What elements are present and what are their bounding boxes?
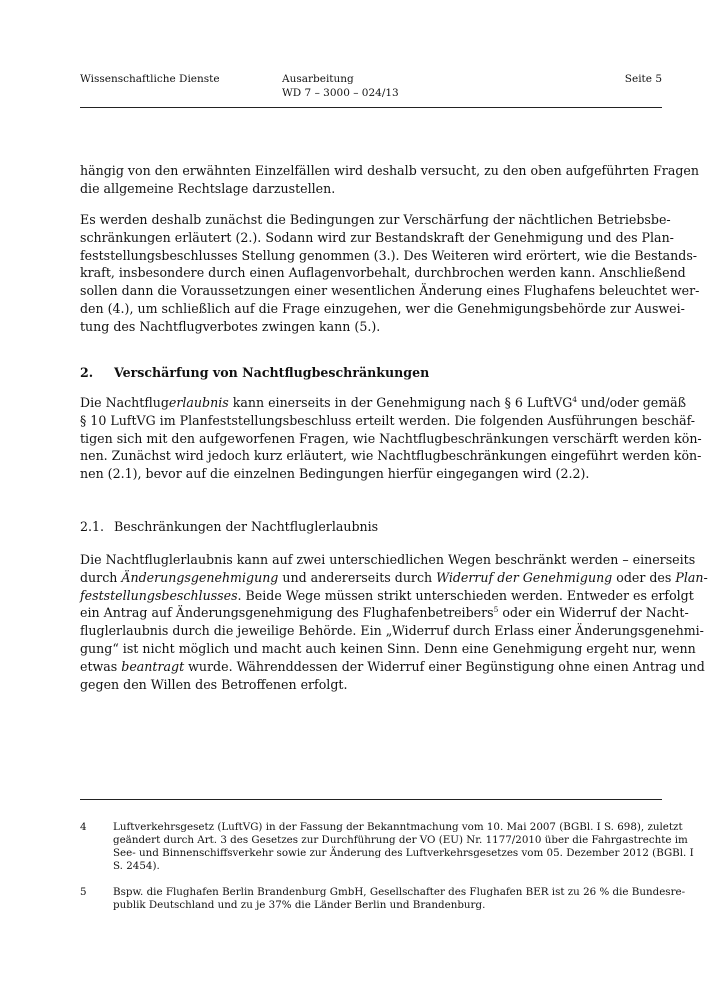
footnote-ref-4[interactable]: 4 (572, 395, 578, 404)
text-line (80, 658, 705, 676)
text-line (80, 604, 689, 622)
text-line: nen (2.1), bevor auf die einzelnen Bedingungen hierfür eingegangen wird (2.2). (80, 466, 590, 482)
text-line: den (4.), um schließlich auf die Frage einzugehen, wer die Genehmigungsbehörde zur Auswei- (80, 300, 685, 316)
header-doc-type: Ausarbeitung (282, 73, 354, 85)
section-title: Verschärfung von Nachtflugbeschränkungen (114, 365, 430, 380)
text-run: . Beide Wege müssen strikt unterschieden werden. Entweder es erfolgt (237, 587, 694, 603)
text-run: durch (80, 569, 122, 585)
text-line: S. 2454). (113, 860, 160, 872)
footnote-divider (80, 799, 662, 800)
text-line: feststellungsbeschlusses Stellung genommen (3.). Des Weiteren wird erörtert, wie die Bestands- (80, 247, 698, 263)
text-run: kann einerseits in der Genehmigung nach § 6 LuftVG (228, 395, 573, 410)
header-divider (80, 107, 662, 108)
text-run: und andererseits durch (278, 569, 437, 585)
text-line: Bspw. die Flughafen Berlin Brandenburg GmbH, Gesellschafter des Flughafen BER ist zu 26 % die Bundesre- (113, 886, 686, 898)
emphasis-text: Änderungsgenehmigung (121, 569, 279, 585)
text-line: publik Deutschland und zu je 37% die Länder Berlin und Brandenburg. (113, 899, 486, 911)
text-line: See- und Binnenschiffsverkehr sowie zur Änderung des Luftverkehrsgesetzes vom 05. Dezember 2012 (BGBl. I (113, 847, 694, 859)
footnote-number: 5 (80, 886, 87, 898)
section-title: Beschränkungen der Nachtfluglerlaubnis (114, 519, 379, 534)
text-line: schränkungen erläutert (2.). Sodann wird zur Bestandskraft der Genehmigung und des Plan- (80, 229, 674, 245)
text-run: und/oder gemäß (577, 395, 687, 410)
paragraph-outline (80, 211, 700, 336)
section-number: 2.1. (80, 519, 105, 534)
header-page-number: Seite 5 (624, 73, 662, 85)
text-line: kraft, insbesondere durch einen Auflagenvorbehalt, durchbrochen werden kann. Anschließend (80, 265, 686, 281)
text-line: Es werden deshalb zunächst die Bedingungen zur Verschärfung der nächtlichen Betriebsbe- (80, 212, 671, 227)
text-line (80, 587, 694, 605)
emphasis-text: beantragt (121, 658, 185, 674)
text-run: oder ein Widerruf der Nacht- (498, 605, 689, 621)
text-line: gegen den Willen des Betroffenen erfolgt. (80, 676, 348, 692)
text-run: ein Antrag auf Änderungsgenehmigung des Flughafenbetreibers (80, 605, 494, 621)
text-line: nen. Zunächst wird jedoch kurz erläutert, wie Nachtflugbeschränkungen eingeführt werden kön- (80, 448, 702, 464)
paragraph-intro-continued (80, 162, 699, 198)
header-institution: Wissenschaftliche Dienste (80, 73, 220, 85)
text-line: tigen sich mit den aufgeworfenen Fragen, wie Nachtflugbeschränkungen verschärft werden kön- (80, 430, 702, 446)
paragraph-section-2-1 (80, 551, 708, 693)
text-run: wurde. Währenddessen der Widerruf einer Begünstigung ohne einen Antrag und (184, 658, 705, 674)
text-line: § 10 LuftVG im Planfeststellungsbeschluss erteilt werden. Die folgenden Ausführungen beschäf- (80, 412, 696, 428)
emphasis-text: Widerruf der Genehmigung (436, 569, 613, 585)
text-run: etwas (80, 658, 122, 674)
text-line: hängig von den erwähnten Einzelfällen wird deshalb versucht, zu den oben aufgeführten Fragen (80, 163, 699, 178)
paragraph-section-2 (80, 394, 702, 483)
footnote-number: 4 (80, 821, 87, 833)
footnote-ref-5[interactable]: 5 (493, 605, 499, 615)
footnote-text (113, 886, 686, 912)
text-line: Luftverkehrsgesetz (LuftVG) in der Fassung der Bekanntmachung vom 10. Mai 2007 (BGBl. I S. 698), zuletzt (113, 821, 683, 833)
section-number: 2. (80, 365, 94, 380)
section-heading-2 (80, 364, 662, 382)
text-line: gung“ ist nicht möglich und macht auch keinen Sinn. Denn eine Genehmigung ergeht nur, wenn (80, 640, 696, 656)
text-run: oder des (612, 569, 676, 585)
text-line: sollen dann die Voraussetzungen einer wesentlichen Änderung eines Flughafens beleuchtet wer- (80, 283, 700, 299)
emphasis-text: feststellungsbeschlusses (80, 587, 238, 603)
text-line (80, 569, 708, 587)
page-header (80, 72, 662, 104)
text-line: die allgemeine Rechtslage darzustellen. (80, 180, 336, 196)
text-line: geändert durch Art. 3 des Gesetzes zur Durchführung der VO (EU) Nr. 1177/2010 über die Fahrgastrechte im (113, 834, 688, 846)
text-line: Die Nachtfluglerlaubnis kann auf zwei unterschiedlichen Wegen beschränkt werden – einerseits (80, 552, 696, 567)
section-heading-2-1 (80, 518, 662, 536)
emphasis-text: erlaubnis (168, 395, 229, 410)
emphasis-text: Plan- (675, 569, 708, 585)
header-document-info (282, 72, 399, 100)
header-doc-number: WD 7 – 3000 – 024/13 (282, 87, 399, 99)
footnote-text (113, 821, 694, 873)
text-line (80, 394, 687, 412)
text-line: fluglerlaubnis durch die jeweilige Behörde. Ein „Widerruf durch Erlass einer Änderungsgenehmi- (80, 623, 704, 639)
text-line: tung des Nachtflugverbotes zwingen kann (5.). (80, 318, 381, 334)
text-run: Die Nachtflug (80, 395, 169, 410)
